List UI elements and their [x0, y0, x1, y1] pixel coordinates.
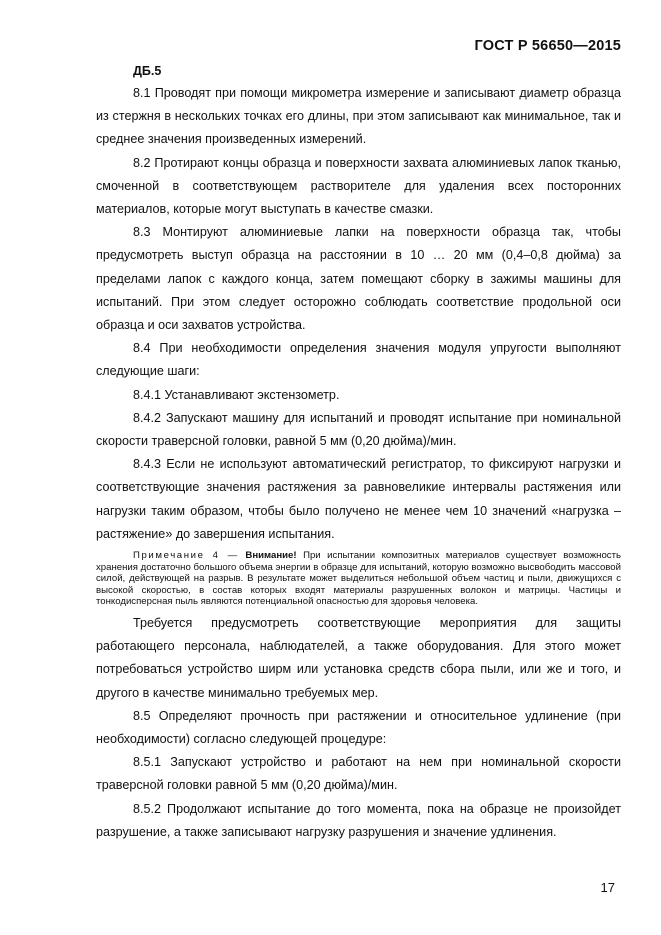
document-header-standard: ГОСТ Р 56650—2015 — [474, 38, 621, 54]
document-body — [96, 60, 621, 844]
paragraph-safety-measures: Требуется предусмотреть соответствующие мероприятия для защиты работающего персонала, наблюдателей, а также оборудования. Для этого может потребоваться устройство ширм или установка средств сбора пыли, или же и того, и другого в качестве минимально требуемых мер. — [96, 616, 621, 700]
paragraph-8-5-1: 8.5.1 Запускают устройство и работают на нем при номинальной скорости траверсной головки равной 5 мм (0,20 дюйма)/мин. — [96, 755, 621, 793]
paragraph-8-4-1: 8.4.1 Устанавливают экстензометр. — [133, 387, 340, 402]
paragraph-8-4-3: 8.4.3 Если не используют автоматический регистратор, то фиксируют нагрузки и соответствующие значения растяжения за равновеликие интервалы растяжения или нагрузки таким образом, чтобы было получено не менее чем 10 значений «нагрузка – растяжение» до завершения испытания. — [96, 457, 621, 541]
page-number: 17 — [600, 880, 615, 895]
note-emphasis: Внимание! — [245, 550, 297, 562]
paragraph-8-4-2: 8.4.2 Запускают машину для испытаний и проводят испытание при номинальной скорости траверсной головки, равной 5 мм (0,20 дюйма)/мин. — [96, 410, 621, 449]
paragraph-8-4: 8.4 При необходимости определения значения модуля упругости выполняют следующие шаги: — [96, 341, 621, 379]
note-label: Примечание 4 — — [133, 550, 239, 562]
paragraph-8-1: 8.1 Проводят при помощи микрометра измерение и записывают диаметр образца из стержня в нескольких точках его длины, при этом записывают как минимальное, так и среднее значения произведенных измерений. — [96, 86, 621, 147]
paragraph-8-5: 8.5 Определяют прочность при растяжении и относительное удлинение (при необходимости) согласно следующей процедуре: — [96, 708, 621, 747]
paragraph-8-2: 8.2 Протирают концы образца и поверхности захвата алюминиевых лапок тканью, смоченной в соответствующем растворителе для удаления всех посторонних материалов, которые могут выступать в качестве смазки. — [96, 155, 621, 217]
note-4 — [96, 550, 621, 608]
paragraph-8-3: 8.3 Монтируют алюминиевые лапки на поверхности образца так, чтобы предусмотреть выступ образца на расстоянии в 10 … 20 мм (0,4–0,8 дюйма) за пределами лапок с каждого конца, затем помещают сборку в зажимы машины для испытаний. При этом следует осторожно соблюдать соответствие продольной оси образца и оси захватов устройства. — [96, 225, 621, 333]
paragraph-8-5-2: 8.5.2 Продолжают испытание до того момента, пока на образце не произойдет разрушение, а также записывают нагрузку разрушения и значение удлинения. — [96, 801, 621, 839]
section-label: ДБ.5 — [133, 64, 162, 78]
note-text: При испытании композитных материалов существует возможность хранения достаточно большого объема энергии в образце для испытаний, которую возможно высвободить массовой силой, действующей на разрыв. В результате может выделиться небольшой объем частиц и пыли, движущихся с высокой скоростью, в состав которых входят материалы разрушенных волокон и матрицы. Частицы и тонкодисперсная пыль являются потенциальной опасностью для здоровья человека. — [96, 550, 621, 608]
